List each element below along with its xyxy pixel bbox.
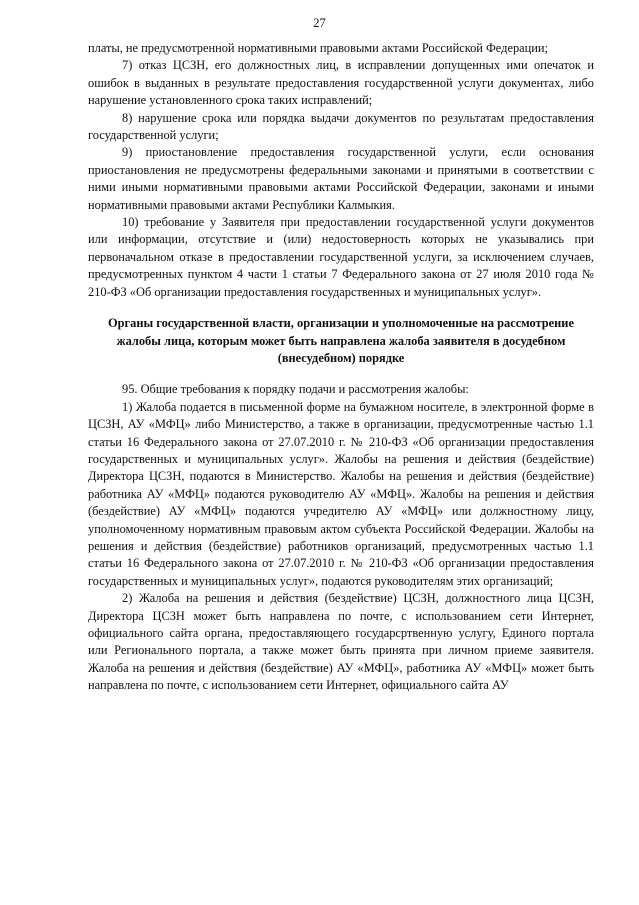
document-body	[88, 40, 594, 695]
paragraph: 95. Общие требования к порядку подачи и рассмотрения жалобы:	[122, 382, 469, 397]
paragraph: 9) приостановление предоставления государственной услуги, если основания приостановления не предусмотрены федеральными законами и принятыми в соответствии с ними иными нормативными правовыми актами Российской Федерации, законами и иными нормативными правовыми актами Республики Калмыкия.	[88, 145, 594, 212]
paragraph: 8) нарушение срока или порядка выдачи документов по результатам предоставления государственной услуги;	[88, 110, 594, 143]
paragraph: 10) требование у Заявителя при предоставлении государственной услуги документов или информации, отсутствие и (или) недостоверность которых не указывались при первоначальном отказе в предоставлении государственной услуги, за исключением случаев, предусмотренных пунктом 4 части 1 статьи 7 Федерального закона от 27 июля 2010 года № 210-ФЗ «Об организации предоставления государственных и муниципальных услуг».	[88, 215, 594, 299]
page-number: 27	[313, 16, 326, 30]
paragraph: 1) Жалоба подается в письменной форме на бумажном носителе, в электронной форме в ЦСЗН, АУ «МФЦ» либо Министерство, а также в организации, предусмотренные частью 1.1 статьи 16 Федерального закона от 27.07.2010 г. № 210-ФЗ «Об организации предоставления государственных и муниципальных услуг». Жалобы на решения и действия (бездействие) Директора ЦСЗН, подаются в Министерство. Жалобы на решения и действия (бездействие) работника АУ «МФЦ» подаются руководителю АУ «МФЦ». Жалобы на решения и действия (бездействие) АУ «МФЦ» подаются учредителю АУ «МФЦ» или должностному лицу, уполномоченному нормативным правовым актом субъекта Российской Федерации. Жалобы на решения и действия (бездействие) работников организаций, предусмотренных частью 1.1 статьи 16 Федерального закона от 27.07.2010 г. № 210-ФЗ «Об организации предоставления государственных и муниципальных услуг», подаются руководителям этих организаций;	[88, 399, 594, 588]
paragraph: 2) Жалоба на решения и действия (бездействие) ЦСЗН, должностного лица ЦСЗН, Директора ЦСЗН может быть направлена по почте, с использованием сети Интернет, официального сайта органа, предоставляющего государсртвенную услугу, Единого портала или Регионального портала, а также может быть принята при личном приеме заявителя. Жалоба на решения и действия (бездействие) АУ «МФЦ», работника АУ «МФЦ» может быть направлена по почте, с использованием сети Интернет, официального сайта АУ	[88, 591, 594, 693]
paragraph: 7) отказ ЦСЗН, его должностных лиц, в исправлении допущенных ими опечаток и ошибок в выданных в результате предоставления государственной услуги документах, либо нарушение установленного срока таких исправлений;	[88, 58, 594, 108]
paragraph: платы, не предусмотренной нормативными правовыми актами Российской Федерации;	[88, 41, 548, 55]
section-heading: Органы государственной власти, организации и уполномоченные на рассмотрение жалобы лица, которым может быть направлена жалоба заявителя в досудебном (внесудебном) порядке	[108, 316, 574, 365]
